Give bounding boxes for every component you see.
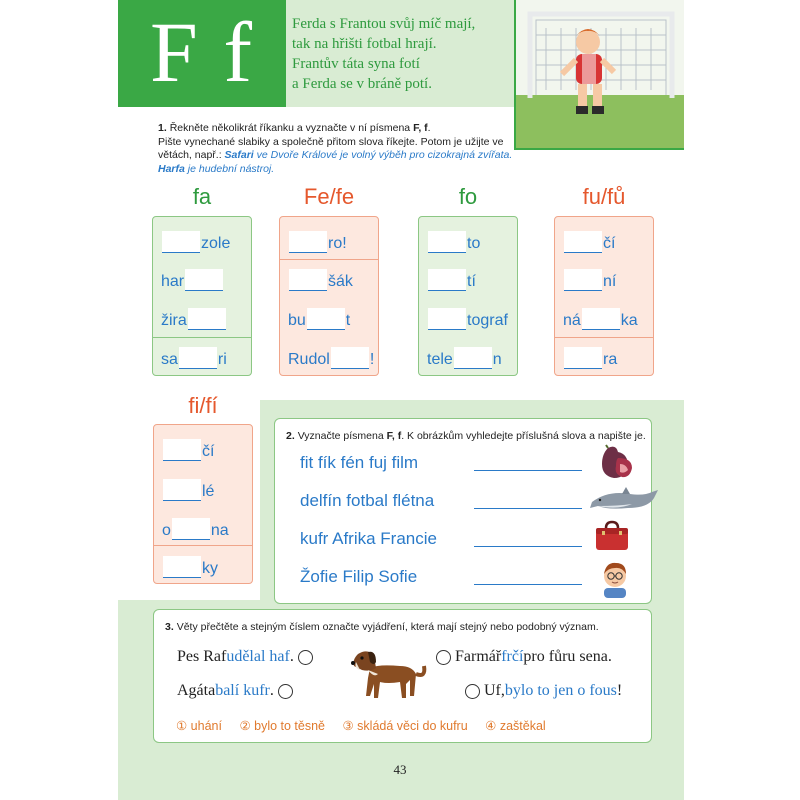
column-head-fi: fi/fí	[188, 393, 218, 418]
exercise-row: ní	[555, 257, 653, 295]
exercise-row: lé	[154, 467, 252, 505]
blank-input[interactable]	[162, 231, 200, 253]
blank-input[interactable]	[163, 556, 201, 578]
blank-input[interactable]	[172, 518, 210, 540]
word-row-4: Žofie Filip Sofie	[300, 567, 418, 586]
column-head-fo: fo	[458, 184, 478, 209]
answer-circle[interactable]	[278, 684, 293, 699]
exercise-row: tograf	[419, 296, 517, 334]
blank-input[interactable]	[289, 231, 327, 253]
task2-instructions: 2. Vyznačte písmena F, f. K obrázkům vyhledejte příslušná slova a napište je.	[286, 430, 646, 442]
rhyme-line: Ferda s Frantou svůj míč mají,	[292, 16, 476, 32]
answer-circle[interactable]	[436, 650, 451, 665]
task3-number: 3.	[165, 621, 174, 633]
exercise-row: ra	[555, 335, 653, 373]
blank-input[interactable]	[564, 231, 602, 253]
exercise-row: šák	[280, 257, 378, 295]
task1-text-b: .	[427, 122, 431, 134]
column-head-fa: fa	[192, 184, 212, 209]
exercise-row: ro!	[280, 219, 378, 257]
blank-input[interactable]	[331, 347, 369, 369]
exercise-row: bu t	[280, 296, 378, 334]
blank-input[interactable]	[428, 269, 466, 291]
task1-example1-rest: ve Dvoře Králové je volný výběh pro cizokrajná zvířata.	[253, 149, 513, 161]
blank-input[interactable]	[582, 308, 620, 330]
blank-input[interactable]	[163, 479, 201, 501]
column-head-fu: fu/fů	[582, 184, 626, 209]
exercise-row: o na	[154, 506, 252, 544]
column-head-fe: Fe/fe	[303, 184, 355, 209]
dolphin-icon	[588, 486, 662, 519]
blank-input[interactable]	[179, 347, 217, 369]
sentence-4: Uf, bylo to jen o fous !	[461, 682, 622, 700]
page-number: 43	[393, 762, 407, 777]
suitcase-icon	[594, 520, 630, 557]
rhyme-line: a Ferda se v bráně potí.	[292, 76, 432, 92]
legend-item-4: ④ zaštěkal	[485, 719, 546, 733]
blank-input[interactable]	[564, 269, 602, 291]
syllable-box-fa	[152, 216, 252, 376]
word-row-3: kufr Afrika Francie	[300, 529, 437, 548]
blank-input[interactable]	[428, 231, 466, 253]
answer-circle[interactable]	[465, 684, 480, 699]
task1-text-a: Řekněte několikrát říkanku a vyznačte v ní písmena	[169, 122, 414, 134]
blank-input[interactable]	[163, 439, 201, 461]
exercise-row: čí	[154, 427, 252, 465]
task3-instructions: 3. Věty přečtěte a stejným číslem označte vyjádření, která mají stejný nebo podobný význam.	[165, 621, 599, 633]
fig-icon	[596, 444, 636, 485]
syllable-box-fe	[279, 216, 379, 376]
task1-line2: Pište vynechané slabiky a společně přitom slova říkejte. Potom je užijte ve větách, např.:	[158, 135, 504, 161]
meaning-legend	[176, 718, 560, 733]
sentence-2: Farmář frčí pro fůru sena.	[432, 648, 612, 666]
syllable-box-fu	[554, 216, 654, 376]
boy-icon	[600, 558, 630, 603]
task2-number: 2.	[286, 430, 295, 442]
blank-input[interactable]	[564, 347, 602, 369]
blank-input[interactable]	[428, 308, 466, 330]
blank-input[interactable]	[454, 347, 492, 369]
rhyme-line: Frantův táta syna fotí	[292, 56, 420, 72]
sentence-3: Agáta balí kufr .	[177, 682, 297, 700]
task1-number: 1.	[158, 122, 167, 134]
rhyme-line: tak na hřišti fotbal hrají.	[292, 36, 437, 52]
sentence-1: Pes Raf udělal haf .	[177, 648, 317, 666]
task1-example2-rest: je hudební nástroj.	[184, 162, 275, 175]
task1-example2-word: Harfa	[158, 162, 185, 175]
legend-item-2: ② bylo to těsně	[239, 719, 326, 733]
task1-letters: F, f	[413, 122, 428, 134]
exercise-row: tele n	[419, 335, 517, 373]
blank-input[interactable]	[289, 269, 327, 291]
exercise-row: ná ka	[555, 296, 653, 334]
answer-line-3[interactable]	[474, 546, 582, 547]
big-letters: F f	[150, 4, 254, 100]
exercise-row: žira	[153, 296, 251, 334]
exercise-row: to	[419, 219, 517, 257]
answer-circle[interactable]	[298, 650, 313, 665]
dog-icon	[348, 644, 430, 711]
word-row-2: delfín fotbal flétna	[300, 491, 435, 510]
task1-example1-word: Safari	[224, 149, 254, 161]
blank-input[interactable]	[185, 269, 223, 291]
exercise-row: čí	[555, 219, 653, 257]
task1-instructions	[158, 122, 514, 176]
syllable-box-fo	[418, 216, 518, 376]
answer-line-1[interactable]	[474, 470, 582, 471]
rhyme-text	[292, 14, 512, 94]
exercise-row: zole	[153, 219, 251, 257]
football-goal-illustration	[514, 0, 684, 150]
answer-line-2[interactable]	[474, 508, 582, 509]
legend-item-3: ③ skládá věci do kufru	[342, 719, 468, 733]
word-row-1: fit fík fén fuj film	[300, 453, 419, 472]
blank-input[interactable]	[188, 308, 226, 330]
legend-item-1: ① uhání	[176, 719, 222, 733]
exercise-row: har	[153, 257, 251, 295]
exercise-row: tí	[419, 257, 517, 295]
blank-input[interactable]	[307, 308, 345, 330]
exercise-row: sa ri	[153, 335, 251, 373]
answer-line-4[interactable]	[474, 584, 582, 585]
exercise-row: Rudol !	[280, 335, 378, 373]
syllable-box-fi	[153, 424, 253, 584]
exercise-row: ky	[154, 544, 252, 582]
